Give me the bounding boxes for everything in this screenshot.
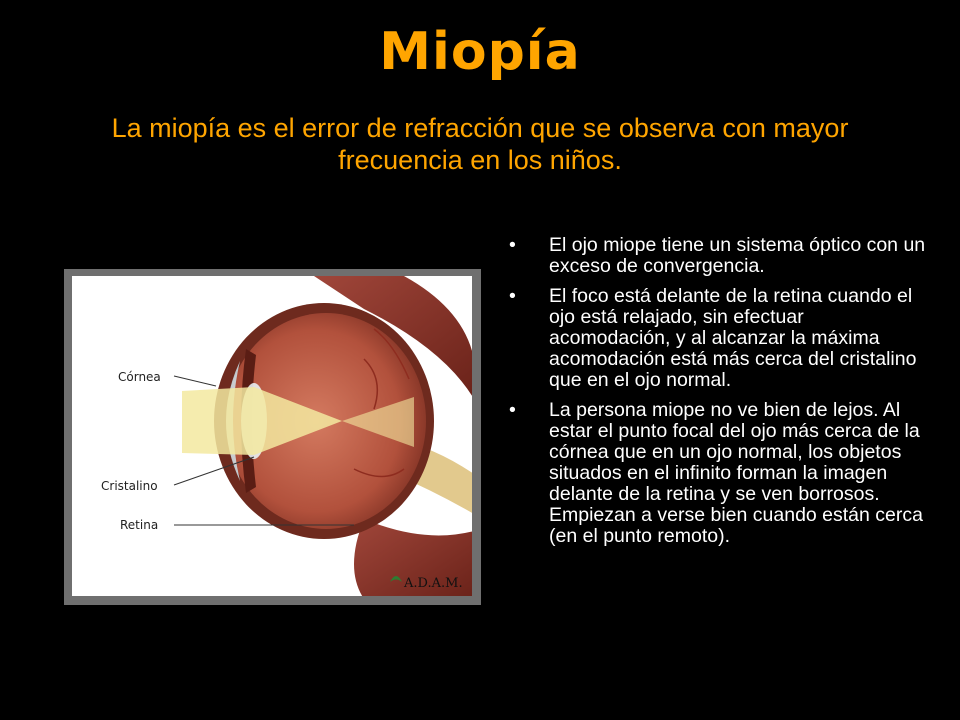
bullet-text: El ojo miope tiene un sistema óptico con un exceso de convergencia. xyxy=(549,234,926,277)
eye-diagram-figure xyxy=(64,269,481,605)
eye-diagram xyxy=(64,269,481,605)
bullet-marker: • xyxy=(509,399,516,421)
slide-subtitle: La miopía es el error de refracción que se observa con mayor frecuencia en los niños. xyxy=(111,113,849,175)
bullet-text: El foco está delante de la retina cuando el ojo está relajado, sin efectuar acomodación, y al alcanzar la máxima acomodación está más cerca del cristalino que en el ojo normal. xyxy=(549,285,917,391)
bullet-item xyxy=(507,235,927,277)
bullet-list xyxy=(507,235,927,556)
logo-text: A.D.A.M. xyxy=(404,576,463,591)
slide-title: Miopía xyxy=(379,22,581,82)
label-retina: Retina xyxy=(120,518,159,532)
bullet-marker: • xyxy=(509,285,516,307)
bullet-item xyxy=(507,286,927,391)
bullet-text: La persona miope no ve bien de lejos. Al estar el punto focal del ojo más cerca de la córnea que en un ojo normal, los objetos situados en el infinito forman la imagen delante de la retina y se ven borrosos. Empiezan a verse bien cuando están cerca (en el punto remoto). xyxy=(549,399,923,547)
bullet-item xyxy=(507,400,927,547)
label-lens: Cristalino xyxy=(101,479,158,493)
label-cornea: Córnea xyxy=(118,370,161,384)
bullet-marker: • xyxy=(509,234,516,256)
